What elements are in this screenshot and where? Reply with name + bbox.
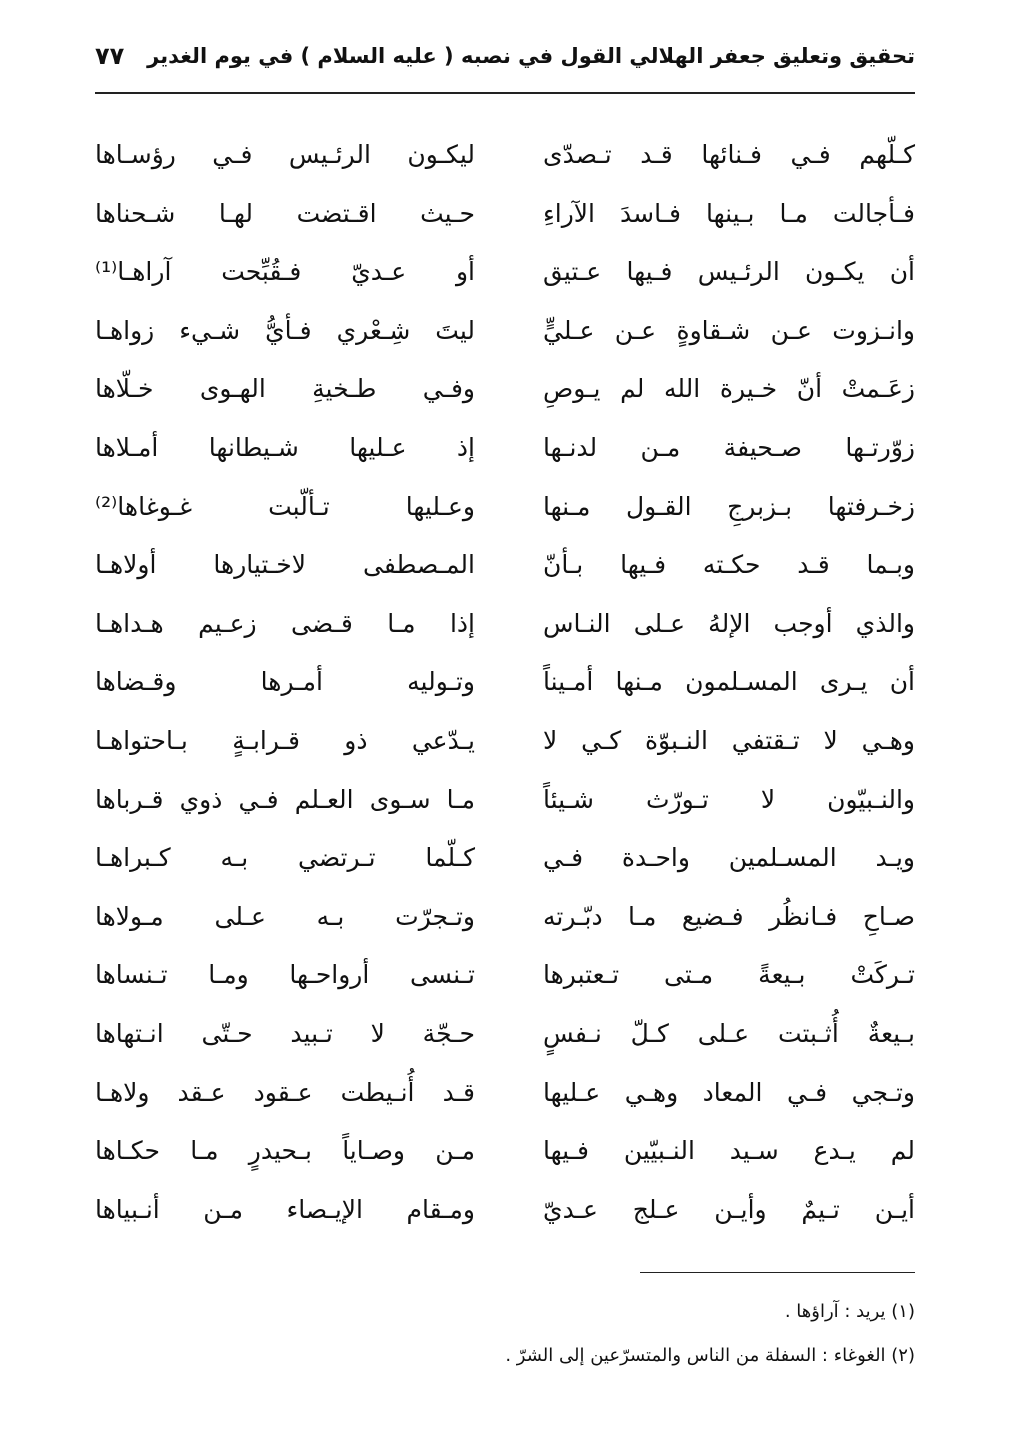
verse-line [95,829,915,888]
verse-first-hemistich: لم يـدع سـيد النـبيّين فـيها [543,1136,915,1166]
footnote: (١) يريد : آراؤها . [784,1301,915,1322]
verse-first-hemistich: صـاحِ فـانظُر فـضيع مـا دبّـرته [543,901,915,931]
verse-line [95,360,915,419]
verse-second-hemistich: أو عـديّ فـقُبِّحت آراهـا⁽¹⁾ [95,257,475,287]
verse-first-hemistich: بـيعةٌ أُثـبتت عـلى كـلّ نـفسٍ [543,1018,915,1048]
verse-line [95,419,915,478]
verse-second-hemistich: يـدّعي ذو قـرابـةٍ بـاحتواهـا [95,725,475,755]
verse-first-hemistich: والنـبيّون لا تـورّث شـيئاً [543,784,915,814]
verse-first-hemistich: زوّرتـها صـحيفة مـن لدنـها [543,432,915,462]
verse-second-hemistich: مـن وصـاياً بـحيدرٍ مـا حكـاها [95,1136,475,1166]
verse-second-hemistich: وتـجرّت بـه عـلى مـولاها [95,901,475,931]
footnote-divider [640,1272,915,1273]
verse-line [95,302,915,361]
verse-first-hemistich: كـلّهم فـي فـنائها قـد تـصدّى [543,140,915,169]
verse-line [95,1005,915,1064]
verse-line [95,185,915,244]
verse-second-hemistich: إذ عـليها شـيطانها أمـلاها [95,432,475,462]
footnote: (٢) الغوغاء : السفلة من الناس والمتسرّعين إلى الشرّ . [505,1345,915,1366]
verse-second-hemistich: مـا سـوى العـلم فـي ذوي قـرباها [95,784,475,814]
verse-line [95,1064,915,1123]
verse-first-hemistich: زعَـمتْ أنّ خـيرة الله لم يـوصِ [543,374,915,404]
verse-first-hemistich: زخـرفتها بـزبرجِ القـول مـنها [543,491,915,521]
verse-line [95,126,915,185]
verse-line [95,888,915,947]
verse-line [95,243,915,302]
verse-line [95,771,915,830]
verse-first-hemistich: وبـما قـد حكـته فـيها بـأنّ [543,550,915,580]
verse-line [95,595,915,654]
header-divider [95,92,915,94]
verse-second-hemistich: قـد أُنـيطت عـقود عـقد ولاهـا [95,1077,475,1107]
footnotes [95,1290,915,1378]
verse-first-hemistich: أن يكـون الرئـيس فـيها عـتيق [543,257,915,287]
verse-line [95,946,915,1005]
verse-second-hemistich: حـيث اقـتضت لهـا شـحناها [95,198,475,228]
verse-line [95,712,915,771]
verse-second-hemistich: ليتَ شِـعْري فـأيُّ شـيء زواهـا [95,315,475,345]
running-header [95,38,915,90]
verse-first-hemistich: والذي أوجب الإلهُ عـلى النـاس [543,608,915,638]
verse-line [95,1122,915,1181]
verse-first-hemistich: أيـن تـيمٌ وأيـن عـلج عـديّ [543,1194,915,1224]
verse-first-hemistich: وتـجي فـي المعاد وهـي عـليها [543,1077,915,1107]
verse-second-hemistich: حـجّة لا تـبيد حـتّى انـتهاها [95,1018,475,1048]
verse-line [95,1181,915,1240]
verse-first-hemistich: ويـد المسـلمين واحـدة فـي [543,843,915,873]
verse-second-hemistich: وتـوليه أمـرها وقـضاها [95,667,475,697]
page-number: ٧٧ [95,42,125,70]
verse-second-hemistich: وعـليها تـألّبت غـوغاها⁽²⁾ [95,491,475,521]
verse-first-hemistich: تـركَتْ بـيعةً مـتى تـعتبرها [543,960,915,990]
verse-second-hemistich: ليكـون الرئـيس فـي رؤسـاها [95,140,475,169]
verse-second-hemistich: وفـي طـخيةِ الهـوى خـلّاها [95,374,475,404]
verse-second-hemistich: تـنسى أرواحـها ومـا تـنساها [95,960,475,990]
poem-body [95,126,915,1239]
verse-first-hemistich: أن يـرى المسـلمون مـنها أمـيناً [543,667,915,697]
running-title: تحقيق وتعليق جعفر الهلالي القول في نصبه ( عليه السلام ) في يوم الغدير [147,44,915,68]
verse-line [95,478,915,537]
verse-first-hemistich: وانـزوت عـن شـقاوةٍ عـن عـليٍّ [543,315,915,345]
verse-second-hemistich: إذا مـا قـضى زعـيم هـداهـا [95,608,475,638]
verse-second-hemistich: المـصطفى لاخـتيارها أولاهـا [95,550,475,580]
verse-first-hemistich: فـأجالت مـا بـينها فـاسدَ الآراءِ [543,198,915,228]
verse-second-hemistich: ومـقام الإيـصاء مـن أنـبياها [95,1194,475,1224]
verse-line [95,653,915,712]
verse-second-hemistich: كـلّما تـرتضي بـه كـبراهـا [95,843,475,873]
verse-first-hemistich: وهـي لا تـقتفي النـبوّة كـي لا [543,725,915,755]
verse-line [95,536,915,595]
